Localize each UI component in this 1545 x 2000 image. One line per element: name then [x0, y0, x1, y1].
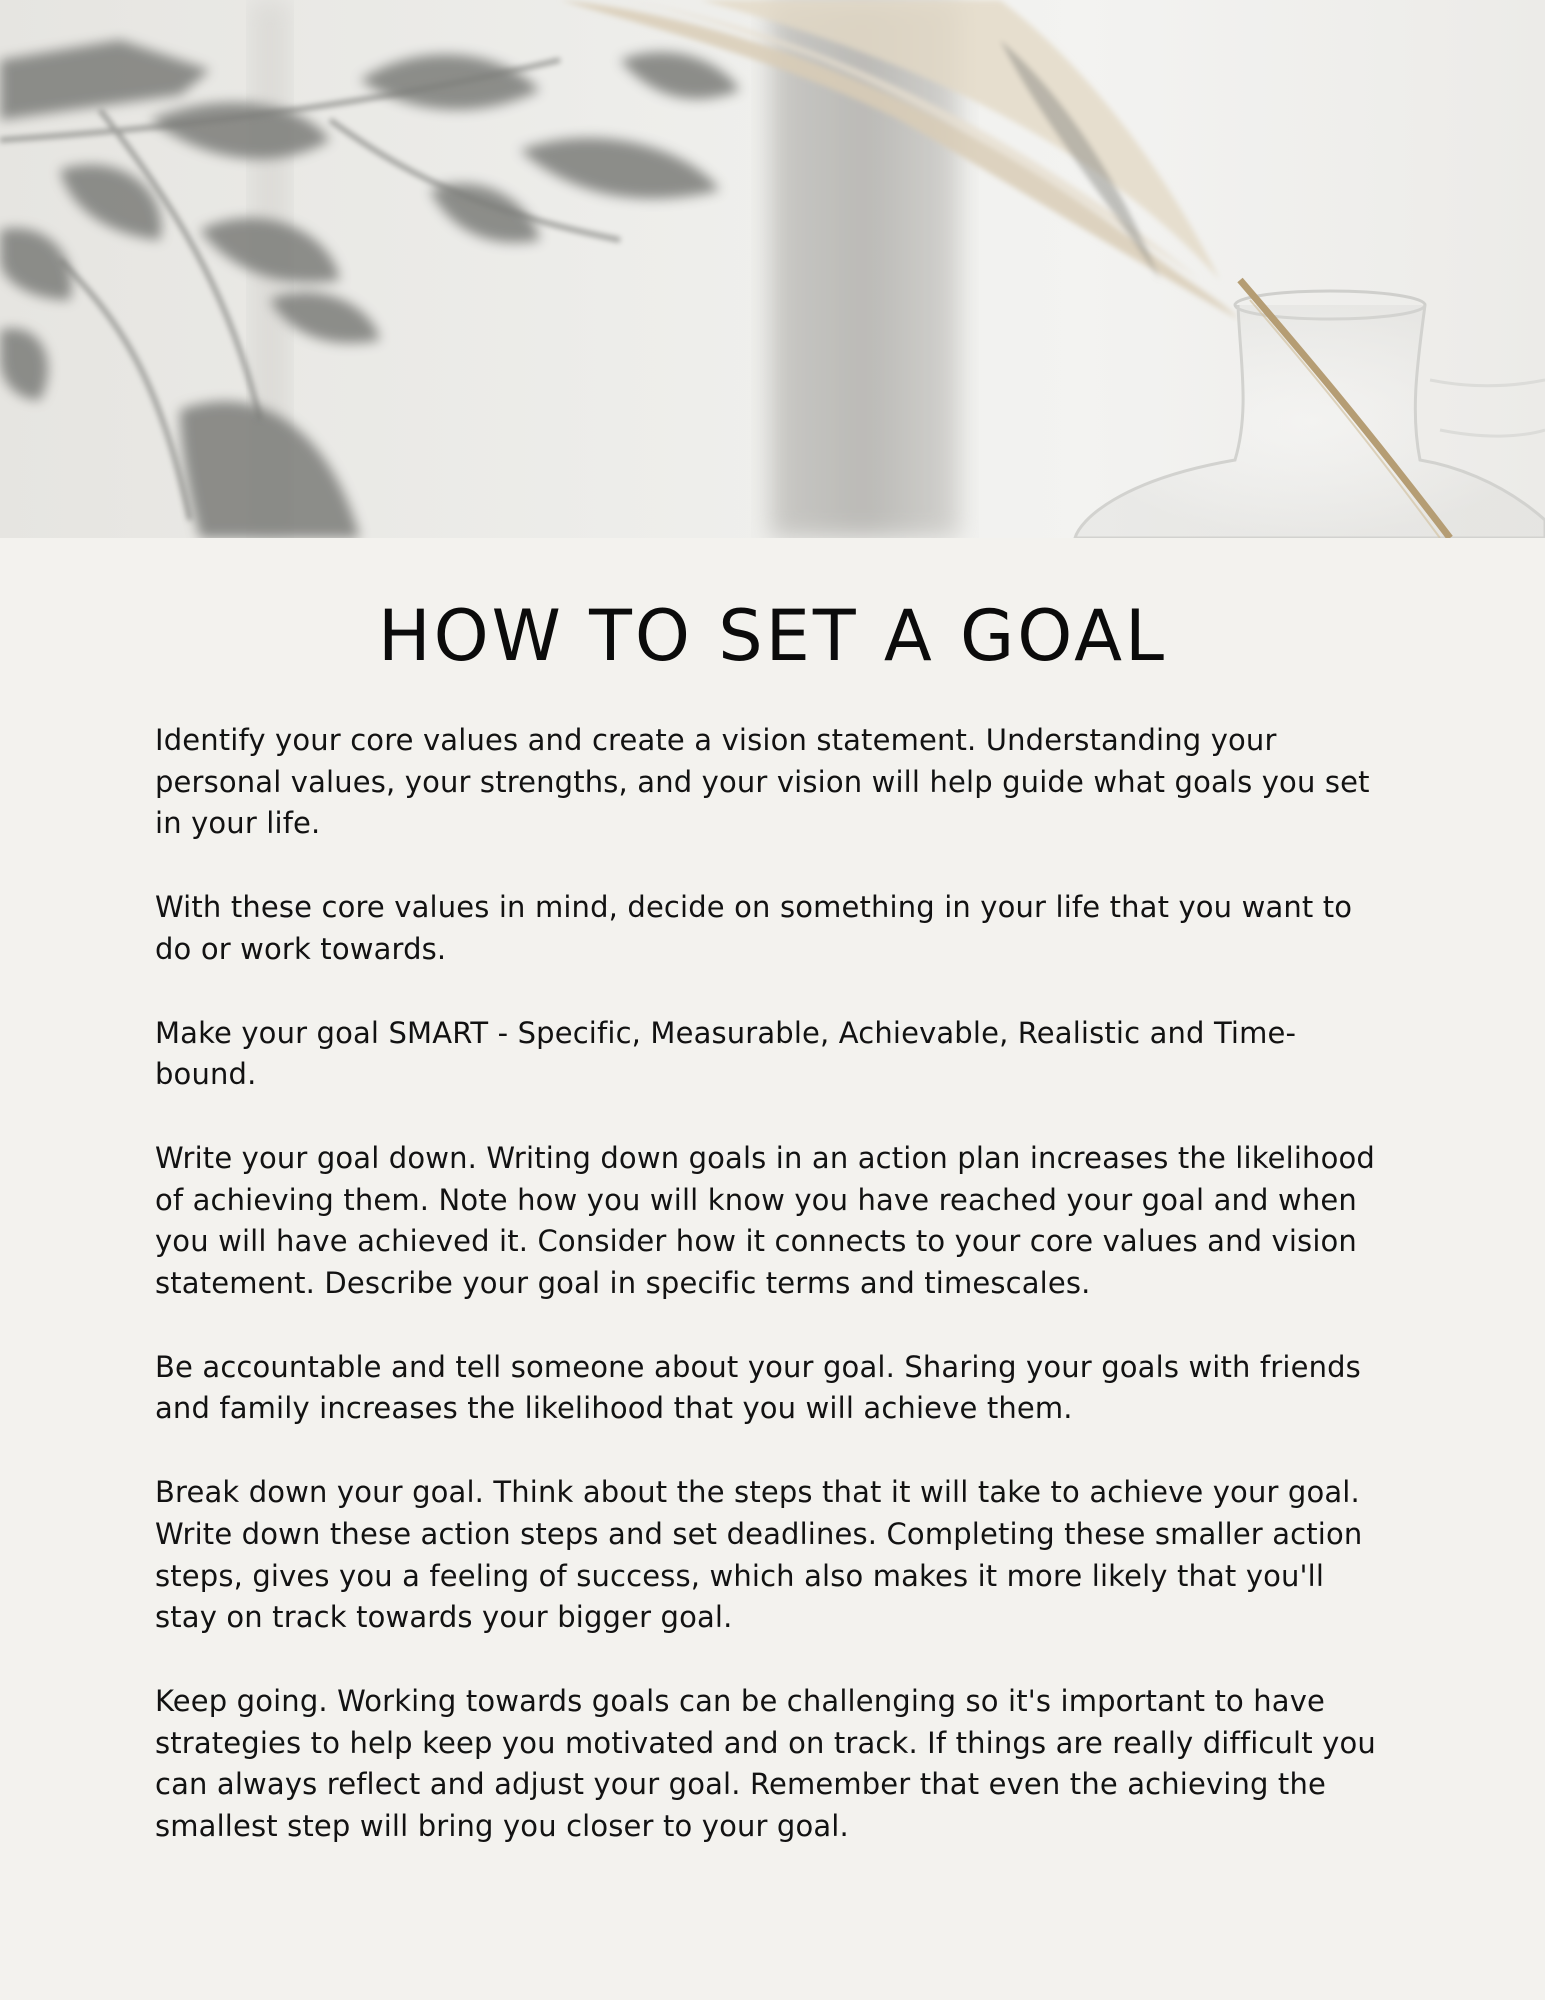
paragraph-accountable: Be accountable and tell someone about your goal. Sharing your goals with friends and family increases the likelihood that you will achieve them.	[155, 1349, 1361, 1426]
paragraph-core-values: Identify your core values and create a vision statement. Understanding your personal values, your strengths, and your vision will help guide what goals you set in your life.	[155, 723, 1370, 841]
page-title: HOW TO SET A GOAL	[377, 595, 1168, 677]
hero-image	[0, 0, 1545, 538]
paragraph-break-down: Break down your goal. Think about the steps that it will take to achieve your goal. Write down these action steps and set deadlines. Completing these smaller action steps, gives you a feeling of success, which also makes it more likely that you'll stay on track towards your bigger goal.	[155, 1475, 1363, 1635]
paragraph-smart-goal: Make your goal SMART - Specific, Measurable, Achievable, Realistic and Time-bound.	[155, 1015, 1297, 1092]
pampas-grass-vase-photo	[0, 0, 1545, 538]
paragraph-keep-going: Keep going. Working towards goals can be challenging so it's important to have strategies to help keep you motivated and on track. If things are really difficult you can always reflect and adjust your goal. Remember that even the achieving the smallest step will bring you closer to your goal.	[155, 1683, 1376, 1844]
paragraph-write-down: Write your goal down. Writing down goals in an action plan increases the likelihood of achieving them. Note how you will know you have reached your goal and when you will have achieved it. Consider how it connects to your core values and vision statement. Describe your goal in specific terms and timescales.	[155, 1140, 1375, 1301]
paragraph-decide-goal: With these core values in mind, decide on something in your life that you want to do or work towards.	[155, 890, 1353, 966]
body-text	[155, 720, 1395, 1890]
